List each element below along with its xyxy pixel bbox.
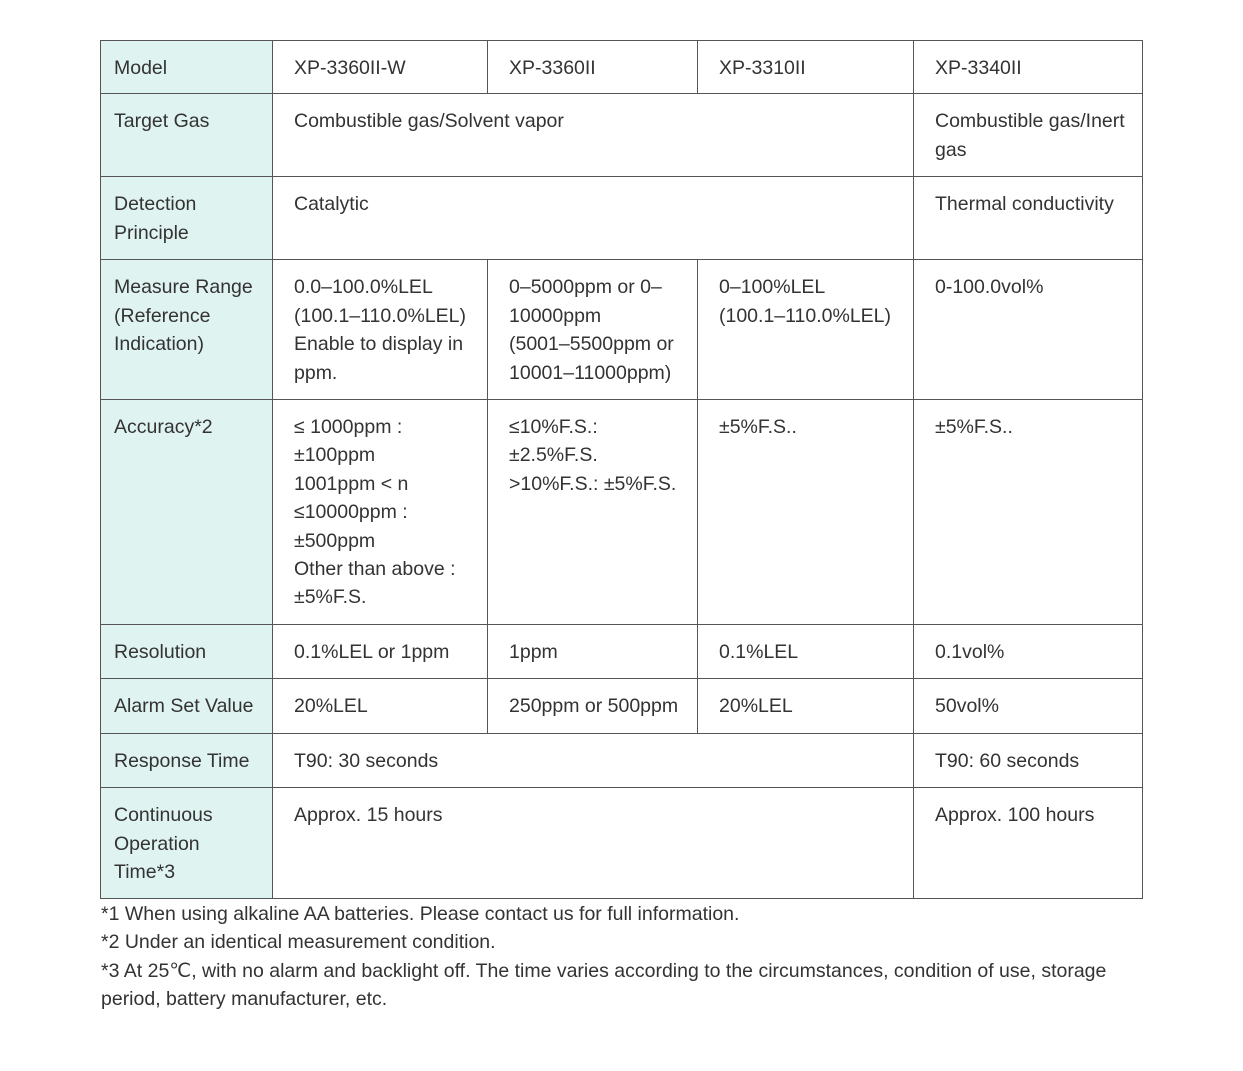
continuous-operation-time-cell: Approx. 100 hours	[914, 788, 1143, 899]
alarm-set-value-cell: 250ppm or 500ppm	[488, 679, 698, 733]
continuous-operation-time-cell: Approx. 15 hours	[273, 788, 914, 899]
alarm-set-value-cell: 20%LEL	[273, 679, 488, 733]
accuracy-cell	[273, 400, 488, 625]
table-row-alarm-set-value	[101, 679, 1143, 733]
table-row-continuous-operation-time	[101, 788, 1143, 899]
row-label-target-gas: Target Gas	[101, 94, 273, 177]
accuracy-cell	[698, 400, 914, 625]
row-label-response-time: Response Time	[101, 733, 273, 787]
model-cell: XP-3360II-W	[273, 41, 488, 94]
footnote-1: *1 When using alkaline AA batteries. Please contact us for full information.	[101, 903, 740, 925]
cell-line: ≤10%F.S.: ±2.5%F.S.	[509, 416, 598, 467]
cell-line: 0.0–100.0%LEL	[294, 276, 433, 299]
response-time-cell: T90: 60 seconds	[914, 733, 1143, 787]
cell-line: 0-100.0vol%	[935, 276, 1044, 299]
footnotes	[101, 900, 1111, 1014]
spec-table	[100, 40, 1143, 899]
accuracy-cell	[488, 400, 698, 625]
row-label-measure-range: Measure Range (Reference Indication)	[101, 260, 273, 400]
resolution-cell: 0.1%LEL	[698, 624, 914, 678]
footnote-3: *3 At 25℃, with no alarm and backlight off. The time varies according to the circumstances, condition of use, storage period, battery manufacturer, etc.	[101, 959, 1107, 1011]
measure-range-cell	[273, 260, 488, 400]
table-row-resolution	[101, 624, 1143, 678]
table-row-model	[101, 41, 1143, 94]
row-label-alarm-set-value: Alarm Set Value	[101, 679, 273, 733]
row-label-detection-principle: Detection Principle	[101, 177, 273, 260]
accuracy-cell	[914, 400, 1143, 625]
measure-range-cell	[488, 260, 698, 400]
target-gas-cell: Combustible gas/Solvent vapor	[273, 94, 914, 177]
cell-line: 0–100%LEL	[719, 276, 826, 299]
cell-line: >10%F.S.: ±5%F.S.	[509, 472, 677, 495]
cell-line: 0–5000ppm or 0–10000ppm	[509, 276, 662, 327]
detection-principle-cell: Thermal conductivity	[914, 177, 1143, 260]
row-label-model: Model	[101, 41, 273, 94]
footnote-2: *2 Under an identical measurement condition.	[101, 931, 496, 954]
cell-line: ±5%F.S..	[719, 416, 797, 439]
table-row-detection-principle	[101, 177, 1143, 260]
model-cell: XP-3360II	[488, 41, 698, 94]
model-cell: XP-3310II	[698, 41, 914, 94]
cell-line: (5001–5500ppm or 10001–11000ppm)	[509, 333, 674, 384]
cell-line: ±5%F.S..	[935, 416, 1013, 439]
cell-line: Enable to display in ppm.	[294, 333, 464, 384]
cell-line: Other than above : ±5%F.S.	[294, 558, 456, 609]
alarm-set-value-cell: 50vol%	[914, 679, 1143, 733]
cell-line: (100.1–110.0%LEL)	[719, 304, 892, 327]
table-row-response-time	[101, 733, 1143, 787]
cell-line: (100.1–110.0%LEL)	[294, 304, 467, 327]
table-row-measure-range	[101, 260, 1143, 400]
target-gas-cell: Combustible gas/Inert gas	[914, 94, 1143, 177]
measure-range-cell	[698, 260, 914, 400]
row-label-accuracy: Accuracy*2	[101, 400, 273, 625]
table-row-target-gas	[101, 94, 1143, 177]
cell-line: ≤ 1000ppm : ±100ppm	[294, 416, 403, 467]
alarm-set-value-cell: 20%LEL	[698, 679, 914, 733]
cell-line: 1001ppm < n ≤10000ppm : ±500ppm	[294, 472, 409, 552]
row-label-resolution: Resolution	[101, 624, 273, 678]
measure-range-cell	[914, 260, 1143, 400]
row-label-continuous-operation-time: Continuous Operation Time*3	[101, 788, 273, 899]
model-cell: XP-3340II	[914, 41, 1143, 94]
detection-principle-cell: Catalytic	[273, 177, 914, 260]
response-time-cell: T90: 30 seconds	[273, 733, 914, 787]
resolution-cell: 1ppm	[488, 624, 698, 678]
resolution-cell: 0.1vol%	[914, 624, 1143, 678]
table-row-accuracy	[101, 400, 1143, 625]
resolution-cell: 0.1%LEL or 1ppm	[273, 624, 488, 678]
